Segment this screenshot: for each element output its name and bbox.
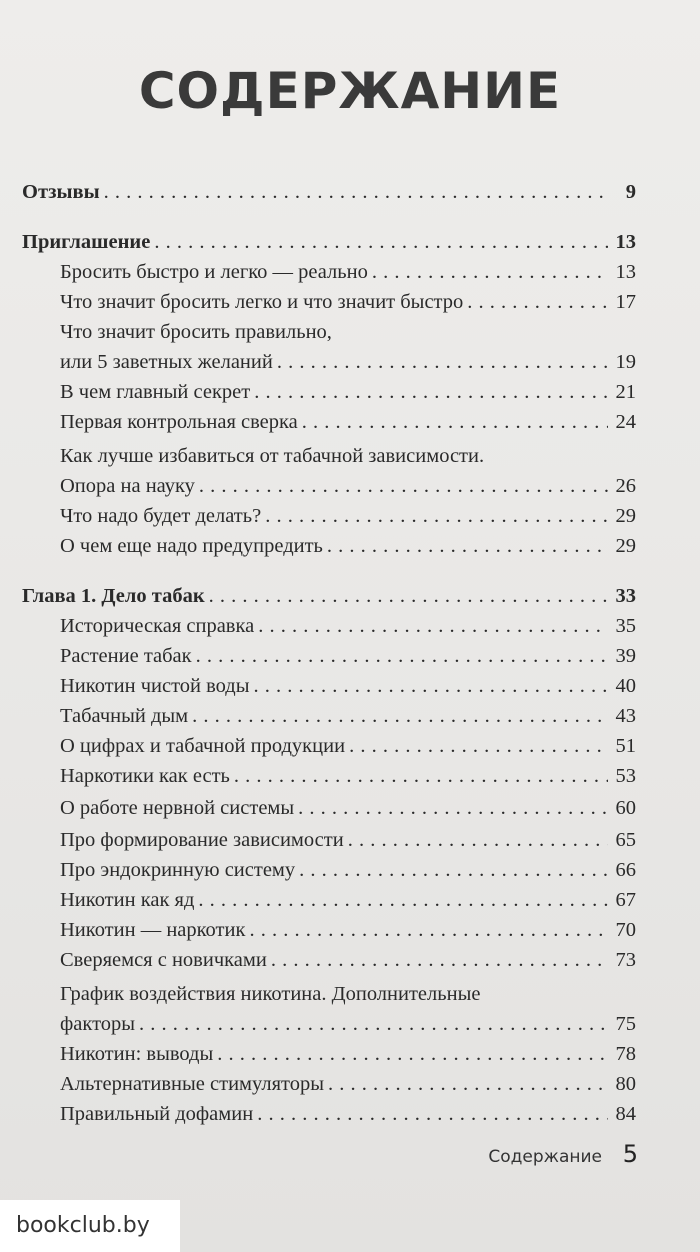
leader-dots <box>271 950 608 972</box>
toc-entry[interactable] <box>60 670 636 698</box>
leader-dots <box>198 890 608 912</box>
leader-dots <box>217 1044 608 1066</box>
toc-entry-page: 19 <box>615 351 636 373</box>
leader-dots <box>348 830 608 852</box>
toc-entry[interactable] <box>60 500 636 528</box>
toc-entry[interactable] <box>60 376 636 404</box>
toc-entry-title: Табачный дым <box>60 705 189 727</box>
toc-entry-title: Про эндокринную систему <box>60 859 296 881</box>
toc-entry-page: 35 <box>615 615 636 637</box>
toc-entry[interactable] <box>60 610 636 638</box>
toc-entry[interactable] <box>60 792 636 820</box>
toc-entry-page: 29 <box>615 535 636 557</box>
toc-entry-title: График воздействия никотина. Дополнительные <box>60 983 481 1005</box>
toc-entry[interactable] <box>60 406 636 434</box>
toc-entry-title: О цифрах и табачной продукции <box>60 735 346 757</box>
toc-entry-page: 67 <box>615 889 636 911</box>
leader-dots <box>372 262 608 284</box>
toc-entry-title: Историческая справка <box>60 615 255 637</box>
toc-entry-line[interactable] <box>60 316 636 344</box>
leader-dots <box>254 676 608 698</box>
toc-entry-title: факторы <box>60 1013 136 1035</box>
toc-entry-title: Никотин: выводы <box>60 1043 214 1065</box>
leader-dots <box>265 506 608 528</box>
toc-entry-page: 51 <box>615 735 636 757</box>
toc-entry-page: 40 <box>615 675 636 697</box>
leader-dots <box>192 706 608 728</box>
toc-entry-title: Опора на науку <box>60 475 195 497</box>
toc-entry-title: В чем главный секрет <box>60 381 251 403</box>
toc-entry[interactable] <box>60 286 636 314</box>
leader-dots <box>298 798 608 820</box>
leader-dots <box>196 646 608 668</box>
toc-entry-page: 53 <box>615 765 636 787</box>
leader-dots <box>349 736 608 758</box>
toc-entry-title: Альтернативные стимуляторы <box>60 1073 324 1095</box>
toc-entry[interactable] <box>60 884 636 912</box>
toc-entry-page: 26 <box>615 475 636 497</box>
leader-dots <box>299 860 608 882</box>
leader-dots <box>277 352 608 374</box>
toc-entry-title: Глава 1. Дело табак <box>22 585 205 607</box>
toc-entry-page: 13 <box>615 231 636 253</box>
toc-entry[interactable] <box>60 530 636 558</box>
leader-dots <box>328 1074 608 1096</box>
toc-entry-page: 33 <box>615 585 636 607</box>
toc-entry-title: Правильный дофамин <box>60 1103 254 1125</box>
toc-entry-title: Наркотики как есть <box>60 765 230 787</box>
toc-entry[interactable] <box>60 346 636 374</box>
leader-dots <box>249 920 608 942</box>
toc-entry[interactable] <box>60 730 636 758</box>
toc-entry-title: Никотин — наркотик <box>60 919 246 941</box>
toc-entry-title: или 5 заветных желаний <box>60 351 273 373</box>
toc-entry[interactable] <box>60 760 636 788</box>
leader-dots <box>104 182 608 204</box>
leader-dots <box>302 412 608 434</box>
leader-dots <box>199 476 608 498</box>
toc-entry-line[interactable] <box>60 978 636 1006</box>
page-number: 5 <box>622 1140 638 1168</box>
toc-entry[interactable] <box>60 256 636 284</box>
toc-entry[interactable] <box>60 914 636 942</box>
toc-entry-title: Что надо будет делать? <box>60 505 262 527</box>
toc-entry-page: 66 <box>615 859 636 881</box>
toc-entry-title: Приглашение <box>22 231 151 253</box>
toc-entry-title: Что значит бросить правильно, <box>60 321 332 343</box>
toc-entry-title: Первая контрольная сверка <box>60 411 298 433</box>
toc-entry-title: О работе нервной системы <box>60 797 295 819</box>
leader-dots <box>209 586 608 608</box>
toc-entry-page: 70 <box>615 919 636 941</box>
toc-entry-title: Растение табак <box>60 645 192 667</box>
toc-entry-page: 13 <box>615 261 636 283</box>
toc-entry-page: 24 <box>615 411 636 433</box>
toc-entry-page: 17 <box>615 291 636 313</box>
toc-entry[interactable] <box>60 640 636 668</box>
leader-dots <box>234 766 608 788</box>
running-footer-label: Содержание <box>488 1147 602 1167</box>
toc-entry-page: 29 <box>615 505 636 527</box>
toc-entry-title: Отзывы <box>22 181 100 203</box>
leader-dots <box>327 536 608 558</box>
watermark: bookclub.by <box>0 1200 180 1252</box>
toc-entry-title: О чем еще надо предупредить <box>60 535 323 557</box>
toc-entry-title: Бросить быстро и легко — реально <box>60 261 368 283</box>
toc-entry[interactable] <box>22 176 636 204</box>
toc-entry-page: 43 <box>615 705 636 727</box>
toc-entry-title: Что значит бросить легко и что значит быстро <box>60 291 464 313</box>
leader-dots <box>257 1104 608 1126</box>
toc-entry-page: 9 <box>625 181 636 203</box>
leader-dots <box>139 1014 608 1036</box>
leader-dots <box>154 232 608 254</box>
toc-entry-page: 78 <box>615 1043 636 1065</box>
toc-entry[interactable] <box>60 1038 636 1066</box>
toc-entry-title: Как лучше избавиться от табачной зависимости. <box>60 445 485 467</box>
toc-entry-page: 73 <box>615 949 636 971</box>
toc-entry[interactable] <box>60 700 636 728</box>
toc-entry[interactable] <box>60 824 636 852</box>
toc-entry[interactable] <box>60 854 636 882</box>
leader-dots <box>258 616 608 638</box>
toc-entry[interactable] <box>60 944 636 972</box>
toc-entry-title: Никотин как яд <box>60 889 195 911</box>
toc-entry-title: Про формирование зависимости <box>60 829 344 851</box>
toc-entry-line[interactable] <box>60 440 636 468</box>
toc-entry-page: 75 <box>615 1013 636 1035</box>
page-title: СОДЕРЖАНИЕ <box>138 62 562 120</box>
toc-entry-page: 39 <box>615 645 636 667</box>
toc-entry-page: 80 <box>615 1073 636 1095</box>
toc-entry[interactable] <box>22 580 636 608</box>
toc-entry[interactable] <box>60 1068 636 1096</box>
toc-entry-page: 21 <box>615 381 636 403</box>
toc-entry-page: 84 <box>615 1103 636 1125</box>
toc-entry-page: 60 <box>615 797 636 819</box>
toc-entry[interactable] <box>60 1098 636 1126</box>
toc-entry-title: Никотин чистой воды <box>60 675 250 697</box>
toc-entry[interactable] <box>22 226 636 254</box>
toc-entry[interactable] <box>60 470 636 498</box>
toc-entry-title: Сверяемся с новичками <box>60 949 267 971</box>
leader-dots <box>467 292 608 314</box>
leader-dots <box>254 382 608 404</box>
toc-entry[interactable] <box>60 1008 636 1036</box>
toc-entry-page: 65 <box>615 829 636 851</box>
